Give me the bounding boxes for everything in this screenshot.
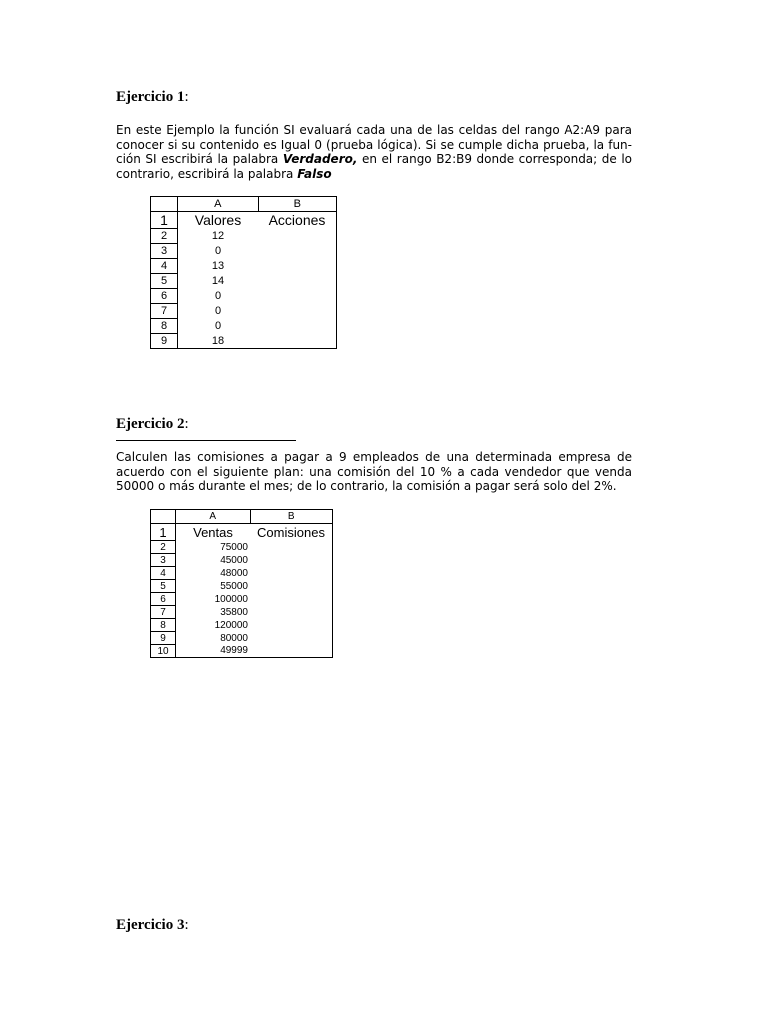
row-number: 6 [151,593,176,606]
column-header-a: A [178,197,259,212]
row-number: 9 [151,334,178,349]
row-number: 7 [151,606,176,619]
row-number: 5 [151,580,176,593]
table-row [151,645,333,658]
exercise-1-text-part2: en el rango B2:B9 donde corresponda; de lo contrario, escribirá la palabra [116,152,632,181]
cell-a: 14 [211,275,225,287]
cell-b [258,274,337,289]
column-header-b: B [250,510,333,524]
row-number: 1 [151,212,178,229]
table-row [151,567,333,580]
row-number: 2 [151,541,176,554]
table-row [151,212,337,229]
cell-a: 0 [214,290,222,302]
cell-a: 55000 [220,580,248,592]
cell-b [258,244,337,259]
exercise-2-title: Ejercicio 2: [116,416,189,432]
table-row [151,289,337,304]
cell-b [258,229,337,244]
table-row [151,319,337,334]
cell-a: 35800 [220,606,248,618]
cell-b [250,645,333,658]
cell-a: Ventas [193,524,233,540]
cell-a: 100000 [214,593,248,605]
exercise-1-emphasis-falso: Falso [297,166,332,181]
row-number: 8 [151,619,176,632]
exercise-1-title: Ejercicio 1: [116,89,189,105]
table-row [151,524,333,541]
cell-b [250,606,333,619]
exercise-3-title: Ejercicio 3: [116,917,189,933]
row-number: 6 [151,289,178,304]
column-header-b: B [258,197,337,212]
row-number: 4 [151,259,178,274]
table-row [151,541,333,554]
cell-b [258,334,337,349]
table-row [151,229,337,244]
exercise-2-paragraph: Calculen las comisiones a pagar a 9 empleados de una determinada empresa de acuerdo con el siguiente plan: una comisión del 10 % a cada vendedor que venda 50000 o más durante el mes; de lo contrario, la comisión a pagar será solo del 2%. [116,450,632,493]
cell-b: Acciones [268,212,326,229]
column-header-row [151,510,333,524]
cell-a: 45000 [220,554,248,566]
row-number: 5 [151,274,178,289]
cell-b [250,541,333,554]
cell-a: 0 [214,320,222,332]
cell-a: 48000 [220,567,248,579]
cell-b [258,289,337,304]
cell-a: Valores [194,212,242,229]
cell-a: 49999 [220,645,248,657]
table-row [151,580,333,593]
column-header-a: A [176,510,251,524]
cell-a: 13 [211,260,225,272]
table-row [151,554,333,567]
cell-b [258,319,337,334]
row-number: 1 [151,524,176,541]
table-row [151,593,333,606]
row-number: 4 [151,567,176,580]
table-row [151,632,333,645]
corner-cell [151,510,176,524]
exercise-2-spreadsheet [150,509,333,658]
corner-cell [151,197,178,212]
cell-a: 0 [214,245,222,257]
row-number: 9 [151,632,176,645]
table-row [151,334,337,349]
exercise-1-emphasis-verdadero: Verdadero, [282,152,358,166]
table-row [151,274,337,289]
cell-b [250,567,333,580]
cell-a: 80000 [220,632,248,644]
cell-a: 18 [211,334,225,347]
cell-b [250,580,333,593]
exercise-1-text-part1: En este Ejemplo la función SI evaluará cada una de las celdas del rango A2:A9 para conocer si su contenido es Igual 0 (prueba lógica). Si se cumple dicha prueba, la fun-ción SI escribirá la palabra [116,123,632,166]
table-row [151,244,337,259]
table-row [151,259,337,274]
exercise-2-underline [116,440,296,441]
cell-b [258,259,337,274]
exercise-1-paragraph [116,123,632,181]
table-row [151,619,333,632]
cell-a: 12 [211,230,225,242]
cell-b [258,304,337,319]
cell-b [250,632,333,645]
table-row [151,304,337,319]
cell-a: 0 [214,305,222,317]
cell-a: 75000 [220,541,248,553]
row-number: 2 [151,229,178,244]
row-number: 3 [151,244,178,259]
column-header-row [151,197,337,212]
cell-b: Comisiones [257,524,325,540]
cell-b [250,554,333,567]
cell-b [250,619,333,632]
row-number: 8 [151,319,178,334]
cell-a: 120000 [214,619,248,631]
row-number: 10 [151,645,176,658]
exercise-1-spreadsheet [150,196,337,349]
row-number: 3 [151,554,176,567]
row-number: 7 [151,304,178,319]
table-row [151,606,333,619]
cell-b [250,593,333,606]
